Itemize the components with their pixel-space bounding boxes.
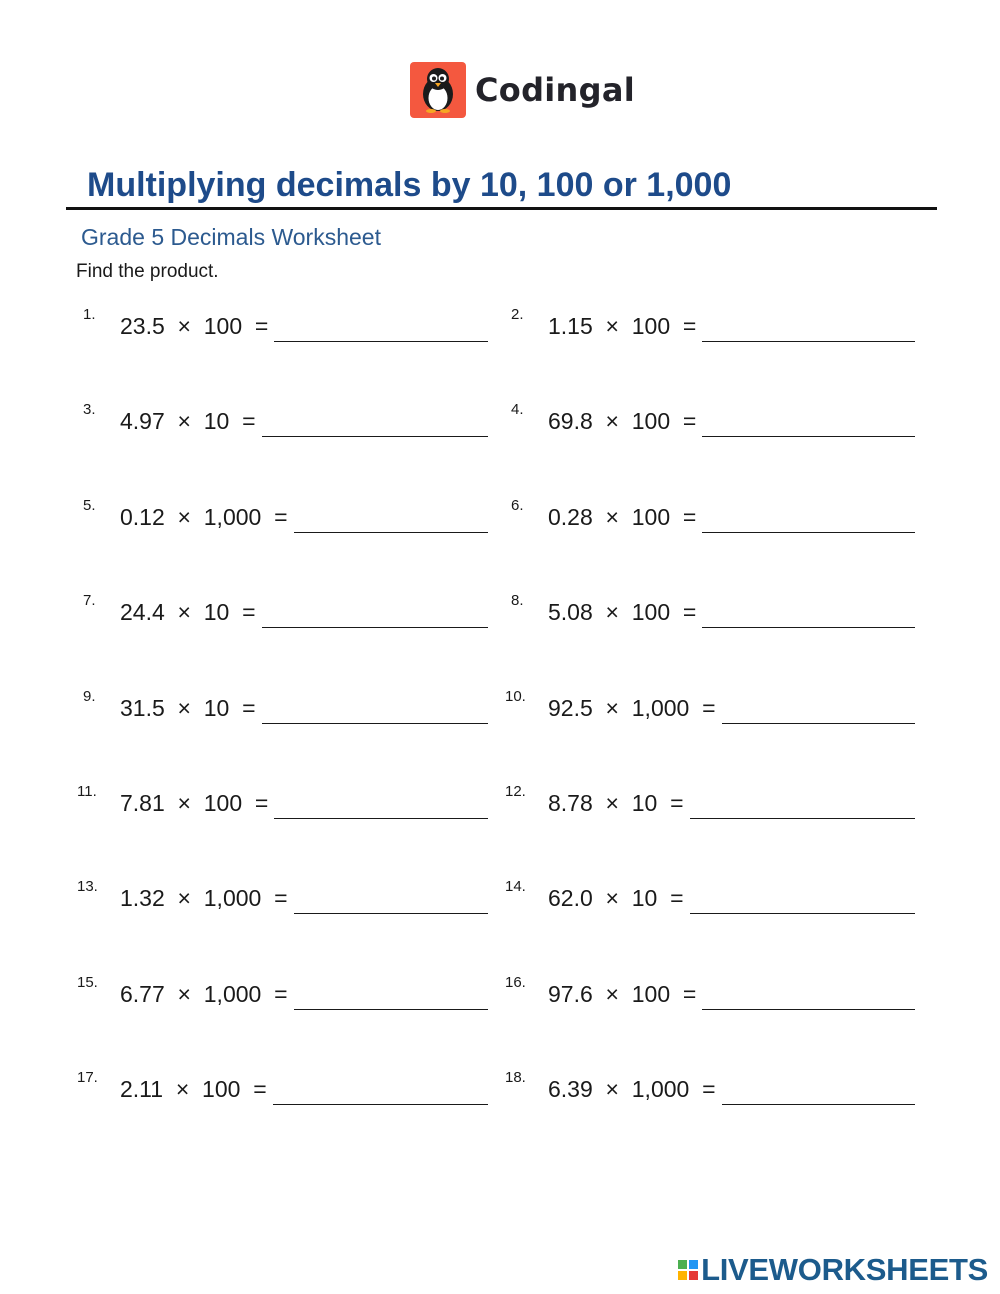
problem-item bbox=[77, 1069, 488, 1105]
penguin-icon bbox=[410, 62, 466, 118]
problem-item bbox=[505, 592, 915, 628]
answer-blank[interactable] bbox=[274, 818, 488, 819]
problem-number: 17. bbox=[77, 1069, 98, 1086]
answer-blank[interactable] bbox=[702, 1009, 915, 1010]
answer-blank[interactable] bbox=[294, 532, 488, 533]
instructions: Find the product. bbox=[76, 261, 219, 282]
problem-item bbox=[505, 783, 915, 819]
answer-blank[interactable] bbox=[262, 627, 488, 628]
title-divider bbox=[66, 207, 937, 210]
problem-expression: 4.97 × 10 = bbox=[120, 408, 256, 434]
answer-blank[interactable] bbox=[273, 1104, 488, 1105]
problem-expression: 62.0 × 10 = bbox=[548, 885, 684, 911]
answer-blank[interactable] bbox=[262, 723, 488, 724]
answer-blank[interactable] bbox=[690, 913, 915, 914]
problem-number: 11. bbox=[77, 783, 97, 800]
problem-number: 15. bbox=[77, 974, 98, 991]
problem-expression: 1.15 × 100 = bbox=[548, 313, 697, 339]
problem-item bbox=[505, 497, 915, 533]
problem-number: 12. bbox=[505, 783, 526, 800]
problem-expression: 31.5 × 10 = bbox=[120, 695, 256, 721]
problem-expression: 92.5 × 1,000 = bbox=[548, 695, 716, 721]
problem-item bbox=[77, 306, 488, 342]
problem-item bbox=[77, 401, 488, 437]
answer-blank[interactable] bbox=[722, 723, 915, 724]
problem-expression: 8.78 × 10 = bbox=[548, 790, 684, 816]
problem-number: 6. bbox=[511, 497, 524, 514]
problem-item bbox=[77, 688, 488, 724]
problem-expression: 23.5 × 100 = bbox=[120, 313, 269, 339]
problem-item bbox=[77, 974, 488, 1010]
problem-expression: 1.32 × 1,000 = bbox=[120, 885, 288, 911]
problem-number: 4. bbox=[511, 401, 524, 418]
answer-blank[interactable] bbox=[702, 627, 915, 628]
problem-expression: 5.08 × 100 = bbox=[548, 599, 697, 625]
problem-expression: 6.77 × 1,000 = bbox=[120, 981, 288, 1007]
problem-item bbox=[505, 401, 915, 437]
liveworksheets-logo-icon bbox=[678, 1260, 698, 1280]
problem-expression: 24.4 × 10 = bbox=[120, 599, 256, 625]
problem-number: 7. bbox=[83, 592, 96, 609]
problem-item bbox=[505, 878, 915, 914]
problem-expression: 6.39 × 1,000 = bbox=[548, 1076, 716, 1102]
problem-number: 8. bbox=[511, 592, 524, 609]
answer-blank[interactable] bbox=[274, 341, 488, 342]
problem-expression: 7.81 × 100 = bbox=[120, 790, 269, 816]
problem-item bbox=[77, 878, 488, 914]
answer-blank[interactable] bbox=[722, 1104, 915, 1105]
liveworksheets-watermark bbox=[678, 1252, 988, 1288]
problem-item bbox=[77, 592, 488, 628]
problem-item bbox=[505, 1069, 915, 1105]
problem-number: 18. bbox=[505, 1069, 526, 1086]
problem-number: 5. bbox=[83, 497, 96, 514]
problem-item bbox=[505, 688, 915, 724]
watermark-text: LIVEWORKSHEETS bbox=[701, 1252, 988, 1287]
worksheet-subtitle: Grade 5 Decimals Worksheet bbox=[81, 224, 381, 250]
problem-number: 1. bbox=[83, 306, 96, 323]
answer-blank[interactable] bbox=[294, 1009, 488, 1010]
codingal-logo bbox=[410, 62, 635, 118]
problem-item bbox=[505, 306, 915, 342]
answer-blank[interactable] bbox=[702, 436, 915, 437]
problem-item bbox=[505, 974, 915, 1010]
problem-expression: 97.6 × 100 = bbox=[548, 981, 697, 1007]
problem-number: 14. bbox=[505, 878, 526, 895]
problem-number: 13. bbox=[77, 878, 98, 895]
problem-number: 2. bbox=[511, 306, 524, 323]
answer-blank[interactable] bbox=[262, 436, 488, 437]
problem-item bbox=[77, 783, 488, 819]
problem-number: 16. bbox=[505, 974, 526, 991]
problem-expression: 0.12 × 1,000 = bbox=[120, 504, 288, 530]
problem-expression: 69.8 × 100 = bbox=[548, 408, 697, 434]
answer-blank[interactable] bbox=[702, 532, 915, 533]
answer-blank[interactable] bbox=[702, 341, 915, 342]
answer-blank[interactable] bbox=[690, 818, 915, 819]
problem-expression: 0.28 × 100 = bbox=[548, 504, 697, 530]
problem-number: 3. bbox=[83, 401, 96, 418]
problem-expression: 2.11 × 100 = bbox=[120, 1076, 267, 1102]
problem-number: 10. bbox=[505, 688, 526, 705]
brand-name: Codingal bbox=[475, 71, 635, 109]
problem-number: 9. bbox=[83, 688, 96, 705]
page-title: Multiplying decimals by 10, 100 or 1,000 bbox=[87, 166, 732, 204]
problem-item bbox=[77, 497, 488, 533]
answer-blank[interactable] bbox=[294, 913, 488, 914]
